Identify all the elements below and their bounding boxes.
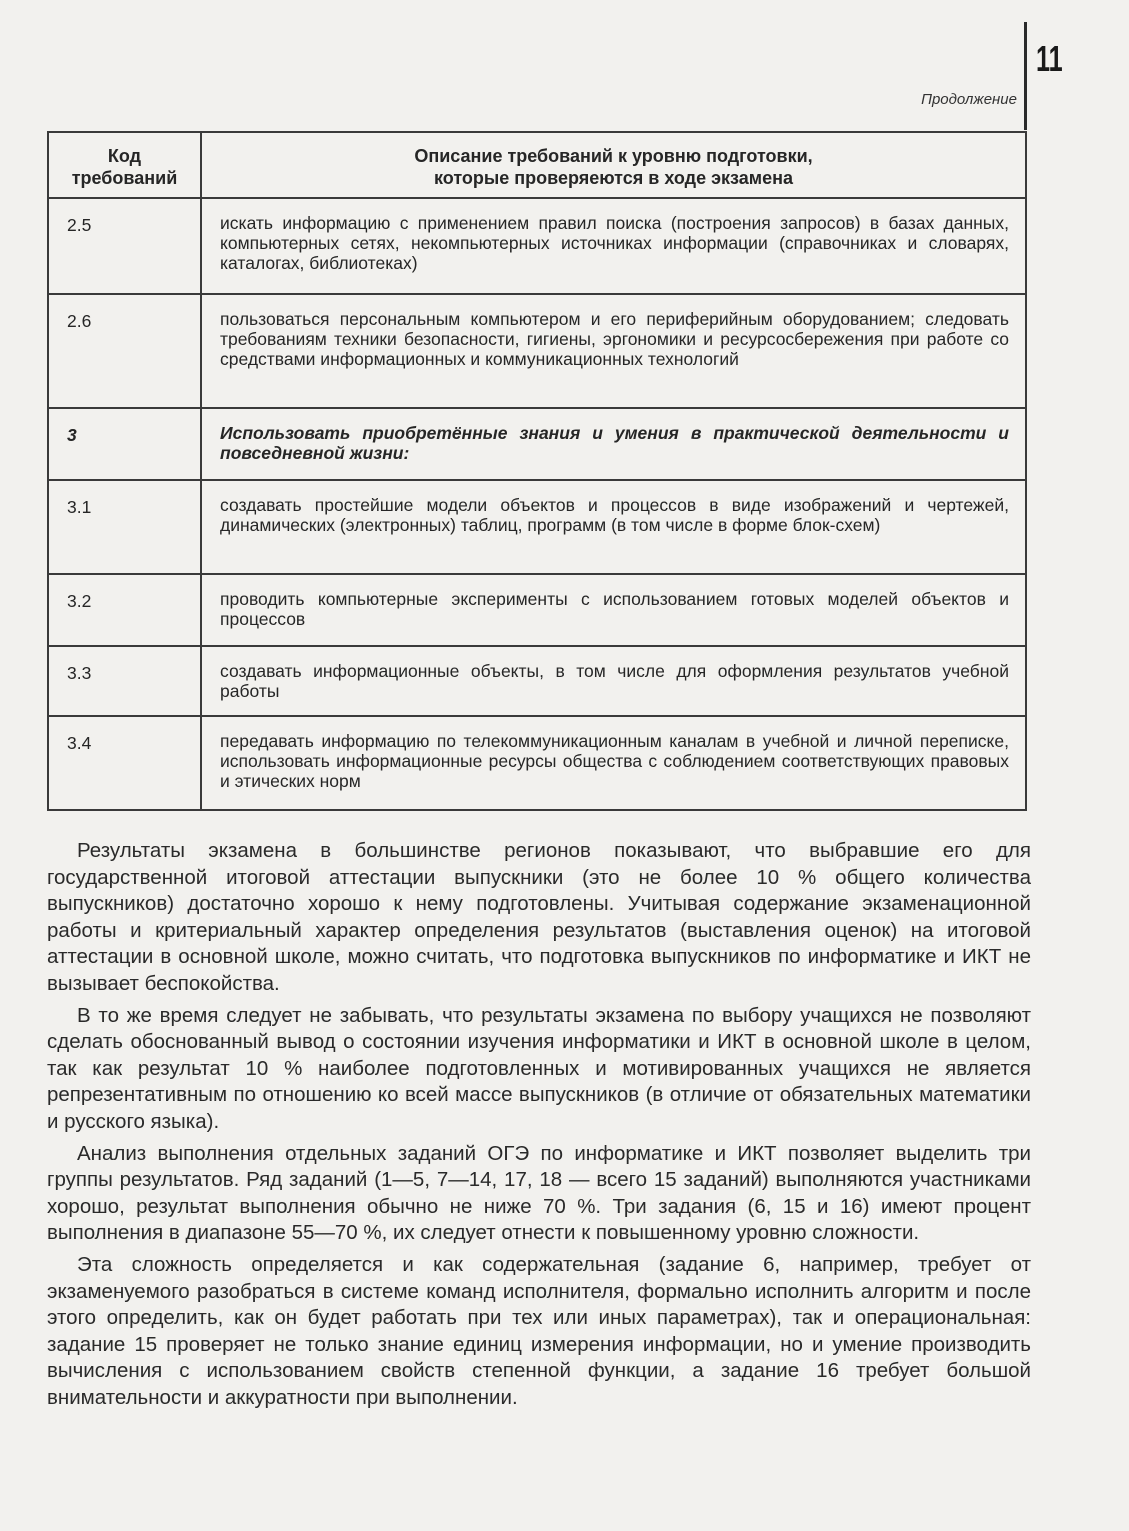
paragraph: В то же время следует не забывать, что результаты экзамена по выбору учащихся не позволяют сделать обоснованный вывод о состоянии изучения информатики и ИКТ в основной школе в целом, так как результат 10 % наиболее подготовленных и мотивированных учащихся не является репрезентативным по отношению ко всей массе выпускников (в отличие от обязательных математики и русского языка). — [47, 1003, 1031, 1133]
margin-rule — [1024, 22, 1027, 130]
requirement-code: 3.4 — [48, 716, 201, 810]
header-code — [48, 132, 201, 198]
table-header-row — [48, 132, 1026, 198]
requirement-description: создавать информационные объекты, в том числе для оформления результатов учебной работы — [201, 646, 1026, 716]
requirement-code: 3.1 — [48, 480, 201, 574]
requirement-code: 3 — [48, 408, 201, 480]
requirement-description: искать информацию с применением правил поиска (построения запросов) в базах данных, компьютерных сетях, некомпьютерных источниках информации (справочниках и словарях, каталогах, библиотеках) — [201, 198, 1026, 294]
paragraph: Анализ выполнения отдельных заданий ОГЭ по информатике и ИКТ позволяет выделить три группы результатов. Ряд заданий (1—5, 7—14, 17, 18 — всего 15 заданий) выполняются участниками хорошо, результат выполнения обычно не ниже 70 %. Три задания (6, 15 и 16) имеют процент выполнения в диапазоне 55—70 %, их следует отнести к повышенному уровню сложности. — [47, 1141, 1031, 1245]
paragraph: Эта сложность определяется и как содержательная (задание 6, например, требует от экзаменуемого разобраться в системе команд исполнителя, формально исполнить алгоритм и после этого определить, как он будет работать при тех или иных параметрах), так и операциональная: задание 15 проверяет не только знание единиц измерения информации, но и умение производить вычисления с использованием свойств степенной функции, а задание 16 требует большой внимательности и аккуратности при выполнении. — [47, 1252, 1031, 1409]
page-number: 11 — [1036, 38, 1063, 79]
requirement-description: создавать простейшие модели объектов и процессов в виде изображений и чертежей, динамических (электронных) таблиц, программ (в том числе в форме блок-схем) — [201, 480, 1026, 574]
requirement-code: 3.3 — [48, 646, 201, 716]
body-text — [47, 838, 1031, 1416]
requirement-description: проводить компьютерные эксперименты с использованием готовых моделей объектов и процессов — [201, 574, 1026, 646]
requirement-description: пользоваться персональным компьютером и его периферийным оборудованием; следовать требованиям техники безопасности, гигиены, эргономики и ресурсосбережения при работе со средствами информационных и коммуникационных технологий — [201, 294, 1026, 408]
paragraph: Результаты экзамена в большинстве регионов показывают, что выбравшие его для государственной итоговой аттестации выпускники (это не более 10 % общего количества выпускников) достаточно хорошо к нему подготовлены. Учитывая содержание экзаменационной работы и критериальный характер определения результатов (выставления оценок) на итоговой аттестации в основной школе, можно считать, что подготовка выпускников по информатике и ИКТ не вызывает беспокойства. — [47, 839, 1031, 995]
requirement-code: 3.2 — [48, 574, 201, 646]
table-row — [48, 480, 1026, 574]
requirement-description: передавать информацию по телекоммуникационным каналам в учебной и личной переписке, использовать информационные ресурсы общества с соблюдением соответствующих правовых и этических норм — [201, 716, 1026, 810]
table-row — [48, 716, 1026, 810]
requirement-code: 2.5 — [48, 198, 201, 294]
requirement-code: 2.6 — [48, 294, 201, 408]
table-row — [48, 574, 1026, 646]
header-code-text: Код требований — [71, 146, 178, 188]
table-row — [48, 198, 1026, 294]
header-description-text: Описание требований к уровню подготовки, которые проверяеются в ходе экзамена — [414, 146, 813, 188]
header-description — [201, 132, 1026, 198]
table-row — [48, 646, 1026, 716]
table-row — [48, 294, 1026, 408]
continuation-label: Продолжение — [921, 91, 1017, 108]
requirements-table — [47, 131, 1027, 811]
requirement-description: Использовать приобретённые знания и умения в практической деятельности и повседневной жизни: — [201, 408, 1026, 480]
table-row — [48, 408, 1026, 480]
